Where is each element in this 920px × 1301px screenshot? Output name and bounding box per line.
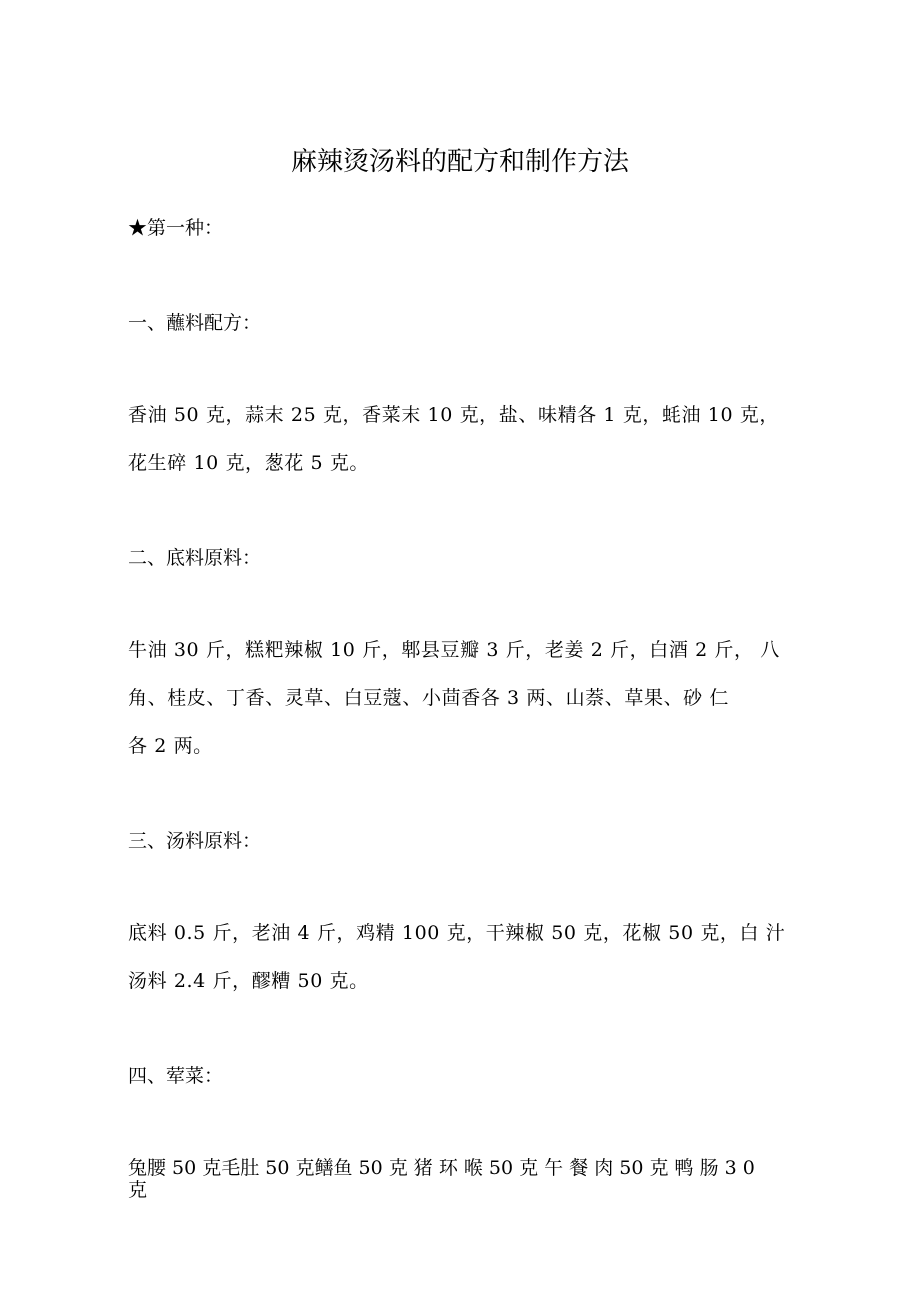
paragraph-line: 各 2 两。 xyxy=(128,735,213,757)
paragraph-line: 牛油 30 斤，糕粑辣椒 10 斤，郫县豆瓣 3 斤，老姜 2 斤，白酒 2 斤， 八 xyxy=(128,639,780,661)
paragraph-line: 汤料 2.4 斤，醪糟 50 克。 xyxy=(128,970,369,992)
section-heading: 三、汤料原料： xyxy=(128,830,262,852)
paragraph-line: 花生碎 10 克，葱花 5 克。 xyxy=(128,452,370,474)
paragraph-line: 克 xyxy=(128,1179,148,1201)
paragraph-line: 兔腰 50 克毛肚 50 克鳝鱼 50 克 猪 环 喉 50 克 午 餐 肉 50 克 鸭 肠 3 0 xyxy=(128,1157,755,1179)
section-heading: 一、蘸料配方： xyxy=(128,312,262,334)
variant-heading: ★第一种： xyxy=(128,217,224,239)
paragraph-line: 底料 0.5 斤，老油 4 斤，鸡精 100 克，干辣椒 50 克，花椒 50 克，白 汁 xyxy=(128,922,786,944)
paragraph-line: 角、桂皮、丁香、灵草、白豆蔻、小茴香各 3 两、山萘、草果、砂 仁 xyxy=(128,687,730,709)
paragraph-line: 香油 50 克，蒜末 25 克，香菜末 10 克，盐、味精各 1 克，蚝油 10 克， xyxy=(128,404,779,426)
section-heading: 四、荤菜： xyxy=(128,1065,224,1087)
document-title: 麻辣烫汤料的配方和制作方法 xyxy=(290,147,629,177)
section-heading: 二、底料原料： xyxy=(128,547,262,569)
